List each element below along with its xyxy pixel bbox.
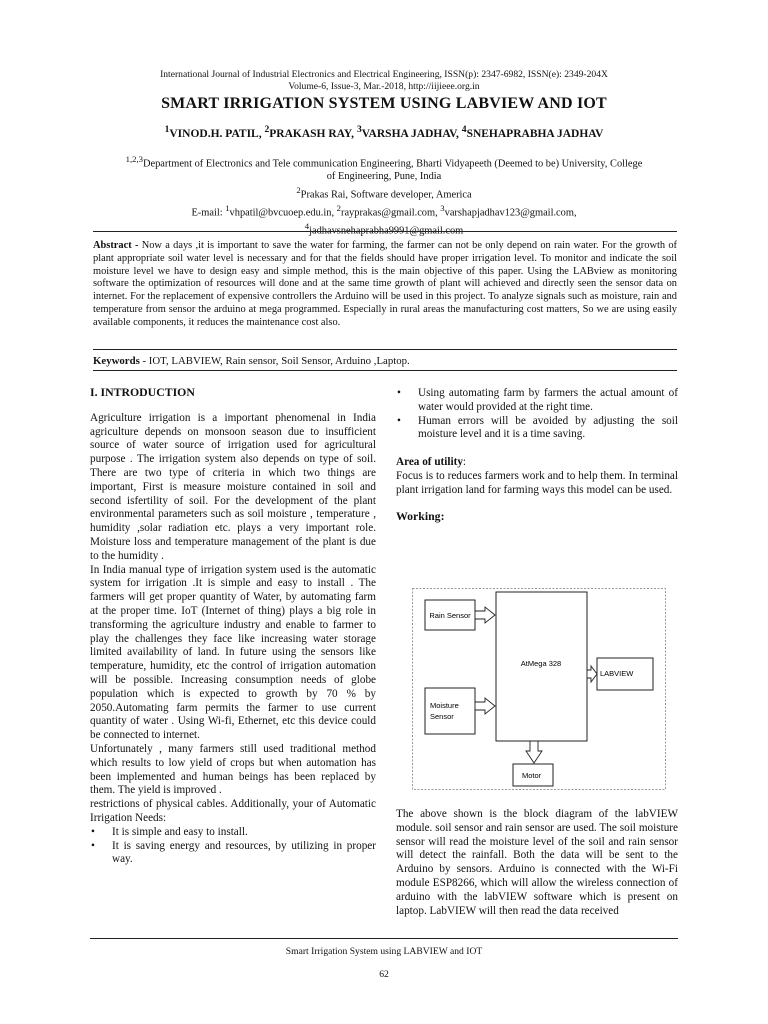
area-heading (396, 456, 678, 470)
journal-header: International Journal of Industrial Electronics and Electrical Engineering, ISSN(p): 2347-6982, ISSN(e): 2349-204X (160, 69, 608, 80)
working-text: The above shown is the block diagram of the labVIEW module. soil sensor and rain sensor are used. The soil moisture sensor will read the moisture level of the soil and rain sensor will detect the rainfall. Both the data will be sent to the Arduino by sensors. Arduino is connected with the Wi-Fi module ESP8266, which will allow the wireless connection of arduino with the labVIEW software which is present on laptop. LabVIEW will then read the data received (396, 808, 678, 917)
list-item: • It is saving energy and resources, by utilizing in proper way. (90, 840, 376, 868)
email-line (0, 202, 768, 220)
email-line-2 (0, 220, 768, 238)
labview-label: LABVIEW (600, 669, 634, 678)
motor-label: Motor (522, 771, 542, 780)
atmega-label: AtMega 328 (520, 659, 562, 668)
list-item: • Human errors will be avoided by adjusting the soil moisture level and it is a time saving. (396, 415, 678, 443)
keywords-top-rule (93, 349, 677, 350)
intro-paragraph-4: restrictions of physical cables. Additionally, your of Automatic Irrigation Needs: (90, 798, 376, 824)
author-name: SNEHAPRABHA JADHAV (466, 127, 604, 140)
aff-rai-text: Prakas Rai, Software developer, America (300, 189, 472, 201)
email-4[interactable]: jadhavsnehaprabha9991@gmail.com (309, 225, 464, 237)
intro-heading: I. INTRODUCTION (90, 385, 195, 399)
footer-rule (90, 938, 678, 939)
affiliation-dept (0, 153, 768, 171)
moisture-sensor-box (425, 688, 475, 734)
keywords-text: - IOT, LABVIEW, Rain sensor, Soil Sensor, Arduino ,Laptop. (139, 355, 410, 367)
author-sup: 1 (164, 124, 170, 135)
area-heading-text: Area of utility (396, 456, 463, 469)
email-prefix: E-mail: (191, 207, 226, 219)
keywords-bottom-rule (93, 370, 677, 371)
author-name: PRAKASH RAY, (269, 127, 357, 140)
author-sup: 2 (264, 124, 270, 135)
working-paragraph (396, 808, 678, 918)
author-name: VINOD.H. PATIL, (169, 127, 265, 140)
abstract-label: Abstract - (93, 240, 142, 251)
aff-dept-text: Department of Electronics and Tele communication Engineering, Bharti Vidyapeeth (Deemed to be) University, College (142, 158, 643, 170)
list-item: • It is simple and easy to install. (90, 826, 376, 840)
email-sup: 3 (440, 202, 445, 213)
right-column (396, 387, 678, 523)
author-list (0, 124, 768, 140)
abstract-top-rule (93, 231, 677, 232)
abstract (93, 240, 677, 330)
email-1[interactable]: vhpatil@bvcuoep.edu.in, (229, 207, 337, 219)
block-diagram (412, 588, 666, 790)
aff-sup: 1,2,3 (125, 154, 143, 164)
author-sup: 4 (461, 124, 467, 135)
intro-paragraph-3: Unfortunately , many farmers still used traditional method which results to low yield of crops but when automation has been implemented and human beings has been replaced by them. The yield is improved . (90, 742, 376, 797)
email-2[interactable]: rayprakas@gmail.com, (340, 207, 441, 219)
needs-list (90, 826, 376, 867)
email-3[interactable]: varshapjadhav123@gmail.com, (444, 207, 577, 219)
rain-sensor-label: Rain Sensor (429, 611, 471, 620)
footer-text: Smart Irrigation System using LABVIEW and IOT (285, 946, 483, 957)
list-item: • Using automating farm by farmers the actual amount of water would provided at the right time. (396, 387, 678, 415)
email-sup: 2 (336, 202, 341, 213)
working-heading: Working: (396, 508, 445, 523)
left-column (90, 386, 376, 867)
author-name: VARSHA JADHAV, (361, 127, 462, 140)
keywords (93, 355, 677, 368)
aff-sup: 2 (296, 184, 301, 195)
moisture-label-1: Moisture (430, 701, 459, 710)
keywords-label: Keywords (93, 355, 140, 367)
author-sup: 3 (356, 124, 362, 135)
benefits-list (396, 387, 678, 442)
page-number: 62 (379, 969, 389, 980)
volume-line: Volume-6, Issue-3, Mar.-2018, http://iijieee.org.in (288, 81, 480, 92)
moisture-label-2: Sensor (430, 712, 454, 721)
affiliation-rai (0, 184, 768, 202)
email-sup: 4 (304, 220, 310, 231)
abstract-text: Now a days ,it is important to save the water for farming, the farmer can not be only depend on rain water. For the growth of plant appropriate soil water level is necessary and for that the fields should have proper irrigation level. To monitor and indicate the soil moisture level we have to design easy and simple method, this is the main objective of this paper. Using the LABview as monitoring software the optimization of resources will done and at the same time growth of plant will achieved and directly seen the sensor data on internet. For the replacement of expensive controllers the Arduino will be used in this project. To analyze signals such as moisture, rain and temperature from sensor the arduino at mega programmed. Especially in rural areas the manufacturing cost matters, So we are using easily available components, it reduces the maintenance cost also. (93, 240, 677, 328)
area-text: Focus is to reduces farmers work and to help them. In terminal plant irrigation land for farming ways this model can be used. (396, 469, 678, 496)
intro-paragraph-2: In India manual type of irrigation system used is the automatic system for irrigation .It is simple and easy to install . The farmers will get proper quantity of Water, by automating farm at the proper time. IoT (Internet of thing) plays a big role in transforming the agriculture industry and enable to farmer to play the challenges they face like increasing water storage limited availability of land. In future using the sensors like temperature, humidity, etc the control of irrigation automation will be possible. Increasing consumption needs of globe population which is expected to growth by 70 % by 2050.Automating farm permits the farmer to use current quantity of water . Using Wi-fi, Ethernet, etc this device could be connected to internet. (90, 563, 376, 742)
email-sup: 1 (225, 202, 230, 213)
paper-title: SMART IRRIGATION SYSTEM USING LABVIEW AND IOT (161, 95, 607, 112)
area-heading-colon: : (462, 456, 467, 469)
affiliation-block (0, 153, 768, 238)
affiliation-dept-2: of Engineering, Pune, India (326, 171, 442, 183)
intro-paragraph-1: Agriculture irrigation is a important phenomenal in India agriculture depends on monsoon season due to insufficient source of water source of irrigation used for agricultural purpose . The irrigation system also depends on type of soil. There are two type of criteria in which two things are important, First is measure moisture contained in soil and second isfertility of soil. For the development of the plant environmental parameters such as soil moisture , temperature , humidity ,solar radiation etc. plays a very important role. Moisture loss and temperature management of the plant is due to the humidity . (90, 411, 376, 562)
